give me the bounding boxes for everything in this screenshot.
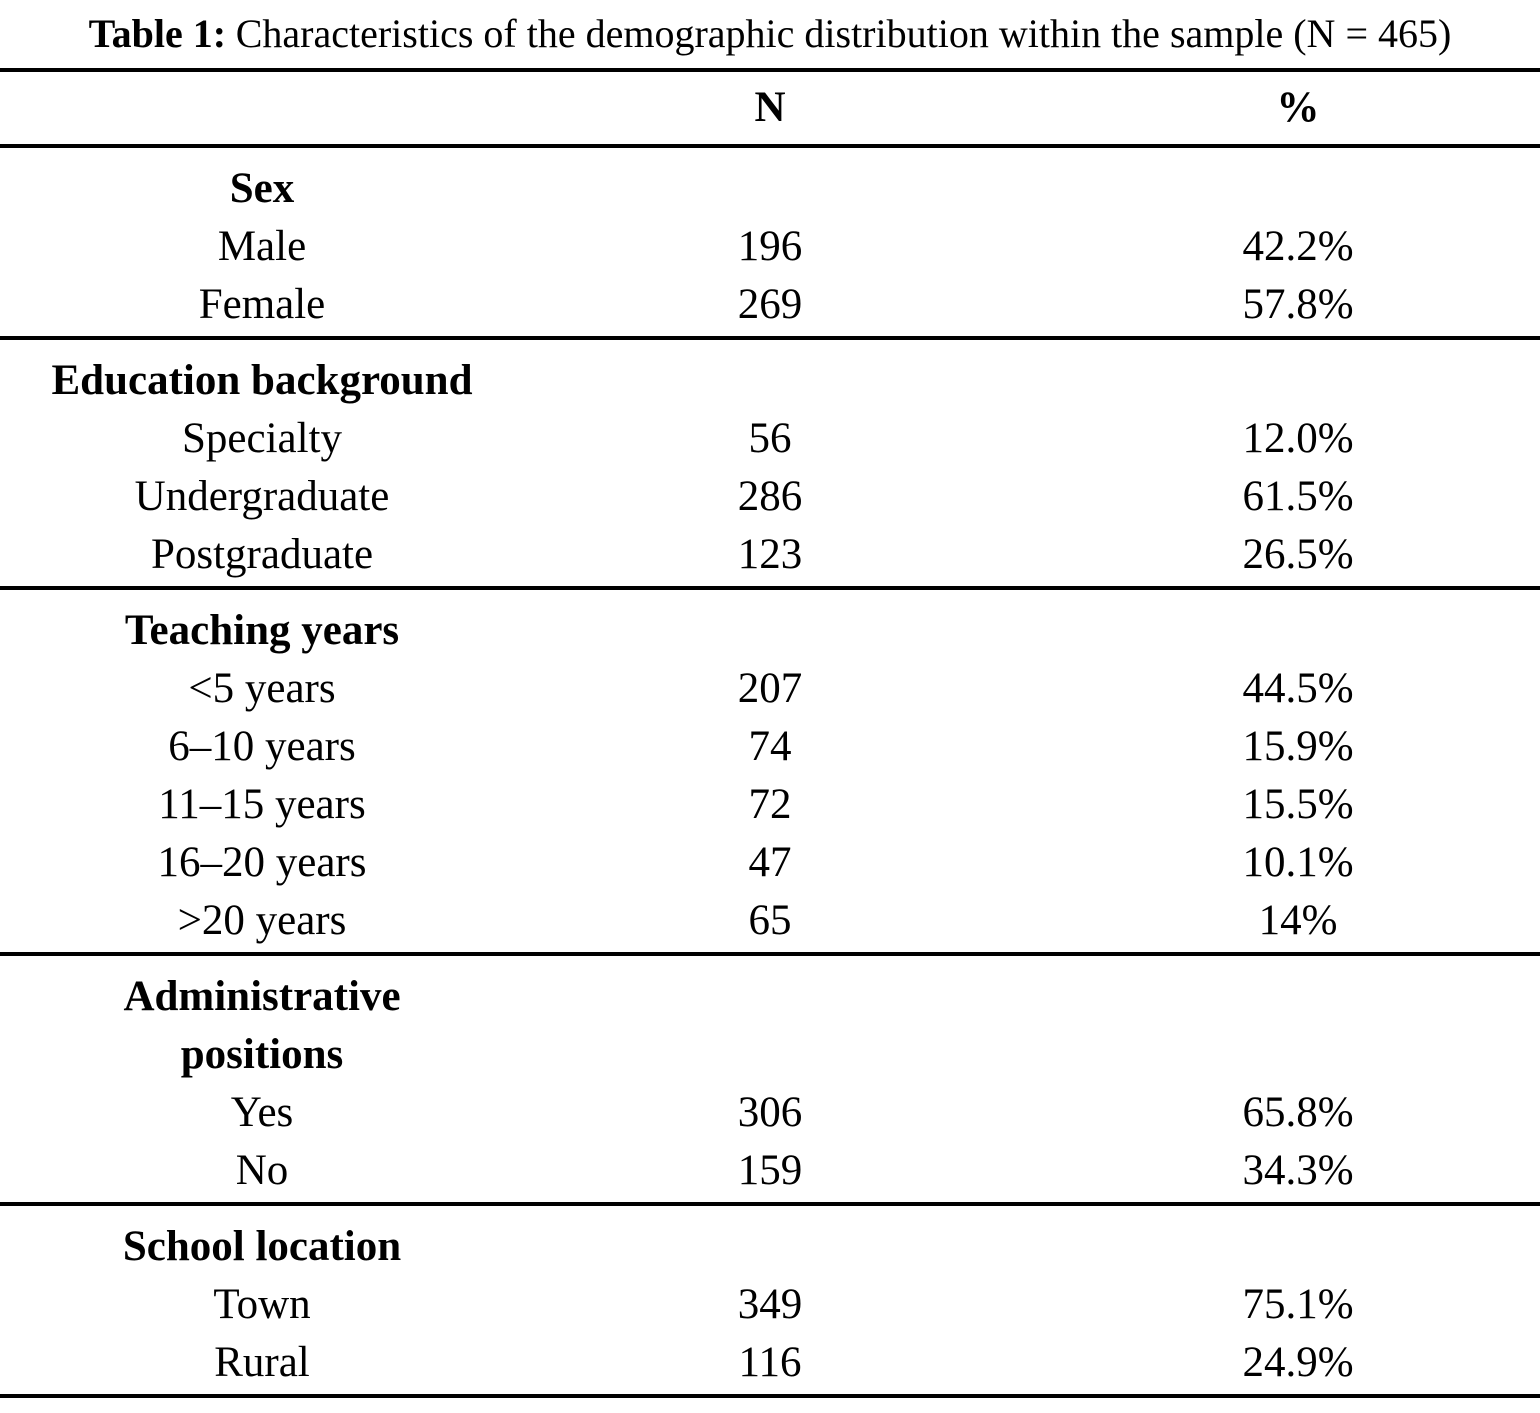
section-header-cell — [0, 160, 524, 218]
row-label: 11–15 years — [158, 781, 366, 828]
section-school-location — [0, 1206, 1540, 1394]
row-pct-value: 10.1% — [1242, 839, 1354, 886]
section-administrative-positions — [0, 956, 1540, 1202]
table-row — [0, 410, 1540, 468]
row-label: Postgraduate — [150, 531, 374, 578]
section-header-row — [0, 160, 1540, 218]
column-header-row — [0, 72, 1540, 144]
section-header-cell — [0, 352, 524, 410]
row-pct-value: 15.5% — [1242, 781, 1354, 828]
row-label: Male — [217, 223, 307, 270]
row-pct-value: 42.2% — [1242, 223, 1354, 270]
row-pct-value: 12.0% — [1242, 415, 1354, 462]
section-header-row — [0, 352, 1540, 410]
row-n-value: 65 — [748, 897, 792, 944]
table-row — [0, 892, 1540, 950]
row-n-value: 269 — [737, 281, 803, 328]
table-title — [0, 0, 1540, 68]
section-education-background — [0, 340, 1540, 586]
table-row — [0, 276, 1540, 334]
row-pct-value: 61.5% — [1242, 473, 1354, 520]
row-pct-value: 15.9% — [1242, 723, 1354, 770]
row-label: >20 years — [177, 897, 347, 944]
section-teaching-years — [0, 590, 1540, 952]
row-n-value: 207 — [737, 665, 803, 712]
section-header-row — [0, 602, 1540, 660]
section-sex — [0, 148, 1540, 336]
table-row — [0, 1334, 1540, 1392]
row-pct-value: 24.9% — [1242, 1339, 1354, 1386]
row-pct-value: 44.5% — [1242, 665, 1354, 712]
section-header-line: Sex — [229, 165, 295, 212]
row-label: 16–20 years — [157, 839, 367, 886]
row-pct-value: 65.8% — [1242, 1089, 1354, 1136]
section-header-line: Teaching years — [124, 607, 400, 654]
table-row — [0, 834, 1540, 892]
row-n-value: 196 — [737, 223, 803, 270]
row-n-value: 72 — [748, 781, 792, 828]
row-n-value: 349 — [737, 1281, 803, 1328]
row-pct-value: 57.8% — [1242, 281, 1354, 328]
table-title-text: Characteristics of the demographic distribution within the sample (N = 465) — [235, 11, 1452, 56]
row-pct-value: 14% — [1258, 897, 1338, 944]
row-label: Rural — [214, 1339, 310, 1386]
row-label: Yes — [230, 1089, 294, 1136]
column-header-pct: % — [1276, 84, 1320, 131]
row-n-value: 47 — [748, 839, 792, 886]
row-label: <5 years — [188, 665, 336, 712]
row-label: Undergraduate — [134, 473, 390, 520]
table-row — [0, 1084, 1540, 1142]
section-header-cell — [0, 1218, 524, 1276]
table-row — [0, 776, 1540, 834]
table-title-prefix: Table 1: — [88, 11, 227, 56]
section-header-row — [0, 968, 1540, 1084]
row-n-value: 286 — [737, 473, 803, 520]
row-pct-value: 26.5% — [1242, 531, 1354, 578]
row-label: Specialty — [181, 415, 342, 462]
row-pct-value: 75.1% — [1242, 1281, 1354, 1328]
row-n-value: 159 — [737, 1147, 803, 1194]
row-n-value: 56 — [748, 415, 792, 462]
row-label: Town — [213, 1281, 311, 1328]
table-row — [0, 468, 1540, 526]
table-row — [0, 1142, 1540, 1200]
section-header-line2: positions — [180, 1031, 344, 1078]
table-row — [0, 660, 1540, 718]
section-header-line: School location — [122, 1223, 402, 1270]
section-header-row — [0, 1218, 1540, 1276]
column-header-n: N — [754, 84, 786, 131]
row-n-value: 116 — [738, 1339, 802, 1386]
table-row — [0, 1276, 1540, 1334]
section-header-cell — [0, 968, 524, 1084]
row-n-value: 74 — [748, 723, 792, 770]
section-header-line: Administrative — [123, 973, 401, 1020]
row-n-value: 123 — [737, 531, 803, 578]
section-header-cell — [0, 602, 524, 660]
row-label: 6–10 years — [168, 723, 356, 770]
table-row — [0, 718, 1540, 776]
row-label: No — [235, 1147, 289, 1194]
section-header-line: Education background — [51, 357, 473, 404]
row-n-value: 306 — [737, 1089, 803, 1136]
table-bottom-rule — [0, 1394, 1540, 1398]
row-pct-value: 34.3% — [1242, 1147, 1354, 1194]
row-label: Female — [198, 281, 326, 328]
table-row — [0, 218, 1540, 276]
table-row — [0, 526, 1540, 584]
